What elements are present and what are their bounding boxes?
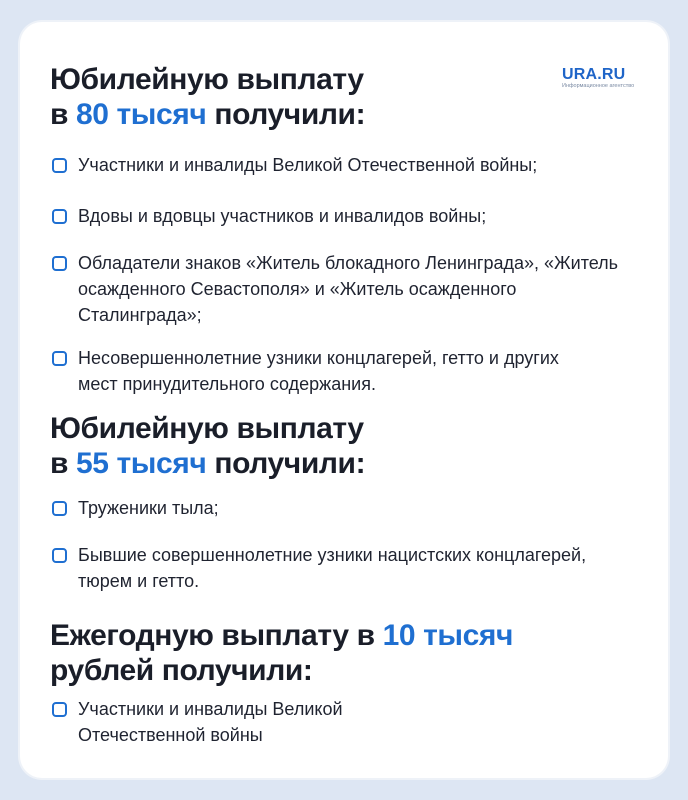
section1-heading-line2: в 80 тысяч получили: (50, 98, 366, 131)
list-item-text: Участники и инвалиды Великой Отечественной войны; (78, 155, 538, 175)
checkbox-icon (52, 548, 67, 563)
checkbox-icon (52, 256, 67, 271)
list-item-text: Бывшие совершеннолетние узники нацистских концлагерей, тюрем и гетто. (78, 545, 587, 591)
list-item-text: Участники и инвалиды Великой Отечественной войны (78, 699, 343, 745)
section2-heading-line1: Юбилейную выплату (50, 412, 364, 445)
checkbox-icon (52, 702, 67, 717)
logo-subtitle: Информационное агентство (562, 83, 635, 89)
list-item (50, 345, 590, 397)
checkbox-icon (52, 158, 67, 173)
checkbox-icon (52, 501, 67, 516)
section2-heading (50, 411, 365, 481)
section3-amount: 10 тысяч (382, 619, 514, 652)
list-item-text: Труженики тыла; (78, 498, 219, 518)
list-item (50, 152, 650, 178)
info-card (20, 22, 668, 778)
list-item (50, 542, 590, 594)
section1-heading (50, 62, 365, 132)
section2-amount: 55 тысяч (75, 447, 207, 480)
logo-name: URA.RU (562, 66, 626, 83)
section3-heading (50, 618, 513, 688)
checkbox-icon (52, 351, 67, 366)
section3-heading-line1: Ежегодную выплату в 10 тысяч (50, 619, 514, 652)
list-item (50, 495, 650, 521)
checkbox-icon (52, 209, 67, 224)
section2-heading-line2: в 55 тысяч получили: (50, 447, 366, 480)
section1-amount: 80 тысяч (75, 98, 207, 131)
ura-logo (562, 66, 640, 90)
list-item-text: Вдовы и вдовцы участников и инвалидов войны; (78, 206, 487, 226)
list-item (50, 203, 650, 229)
list-item-text: Несовершеннолетние узники концлагерей, гетто и других мест принудительного содержания. (78, 348, 559, 394)
section3-heading-line2: рублей получили: (50, 654, 313, 687)
list-item-text: Обладатели знаков «Житель блокадного Ленинграда», «Житель осажденного Севастополя» и «Житель осажденного Сталинграда»; (78, 253, 619, 325)
list-item (50, 696, 430, 748)
section1-heading-line1: Юбилейную выплату (50, 63, 364, 96)
list-item (50, 250, 640, 328)
